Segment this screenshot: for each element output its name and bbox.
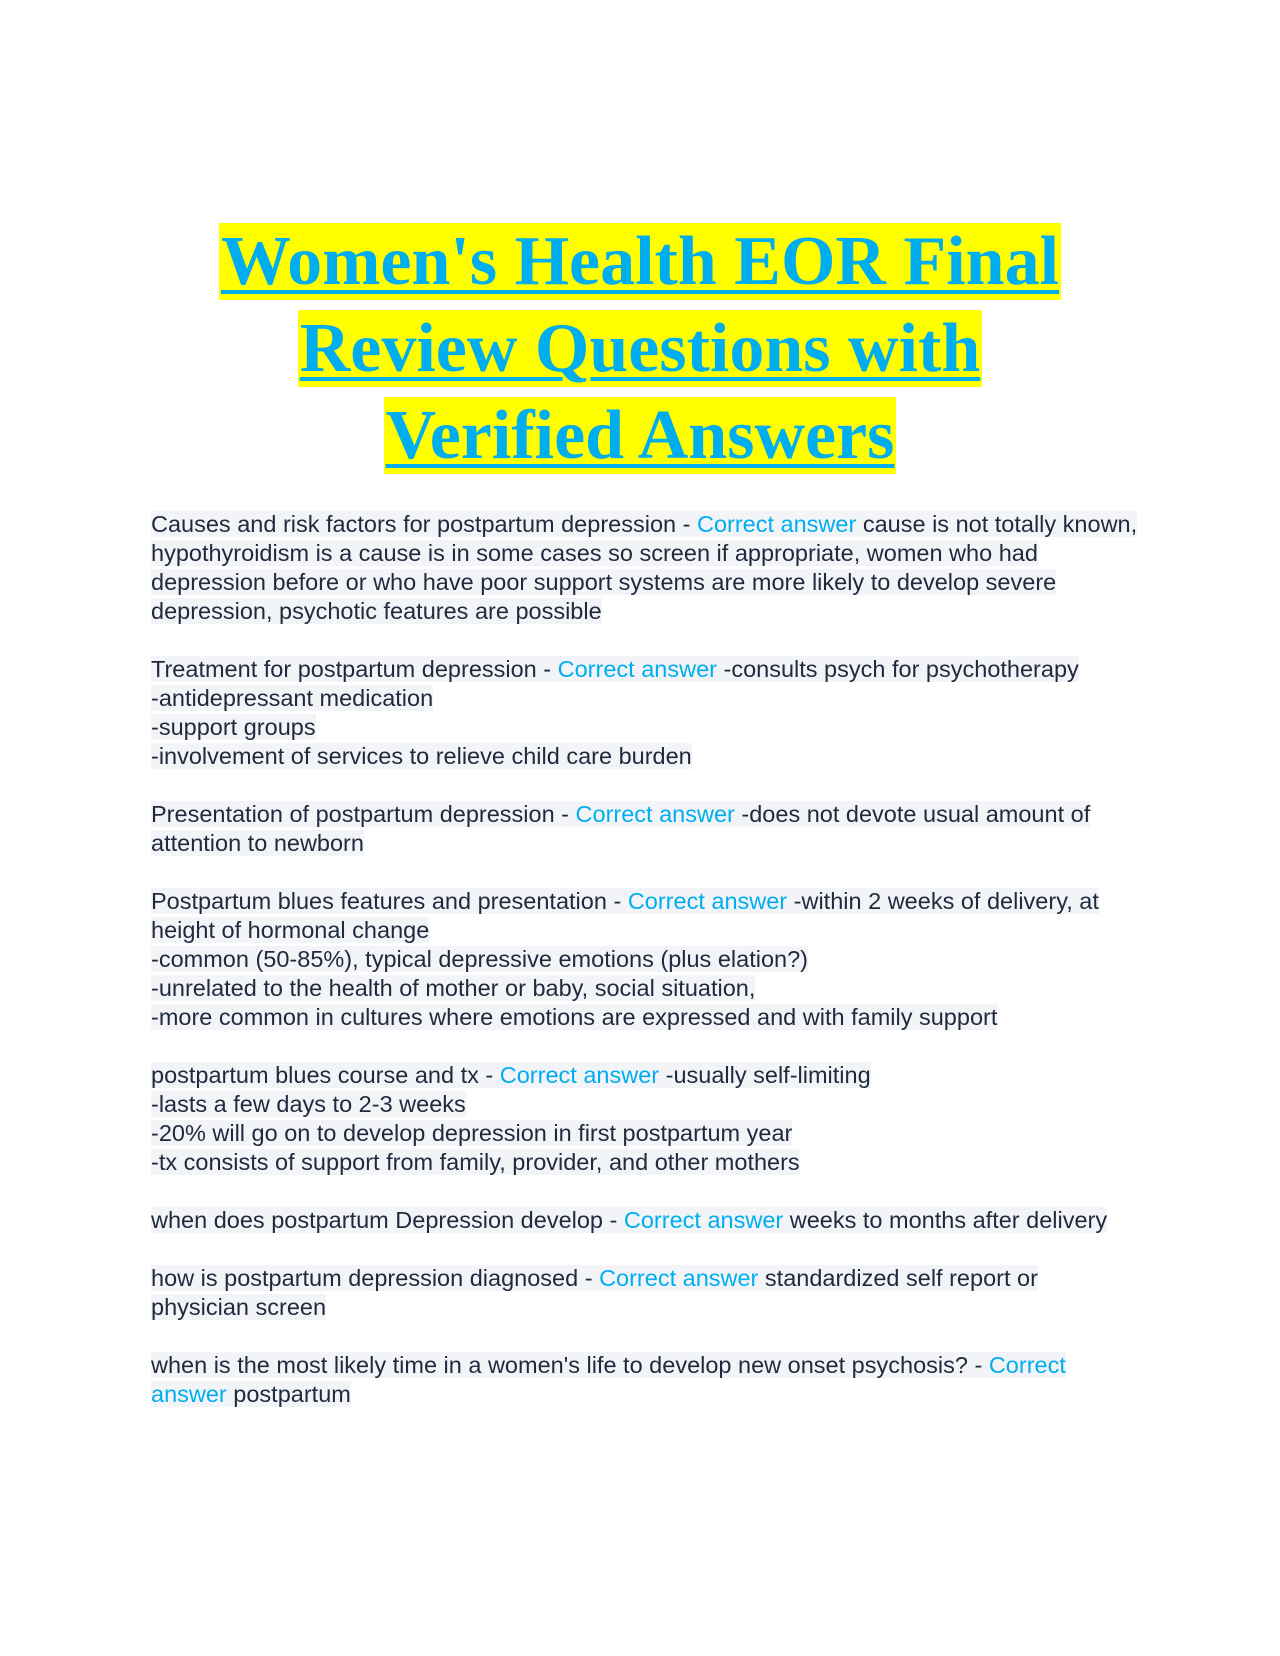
answer-line xyxy=(151,742,1141,771)
answer-line-text: -more common in cultures where emotions are expressed and with family support xyxy=(151,1004,998,1030)
qa-first-line xyxy=(151,887,1141,945)
qa-item xyxy=(151,1061,1141,1177)
correct-answer-label: Correct answer xyxy=(575,801,735,827)
qa-first-line xyxy=(151,510,1141,626)
qa-item xyxy=(151,1264,1141,1322)
correct-answer-label: Correct answer xyxy=(557,656,717,682)
answer-line-text: -tx consists of support from family, provider, and other mothers xyxy=(151,1149,800,1175)
title-line-1: Women's Health EOR Final xyxy=(220,223,1060,300)
title-line-2: Review Questions with xyxy=(299,310,981,387)
question-text: postpartum blues course and tx - xyxy=(151,1062,500,1088)
answer-text: -usually self-limiting xyxy=(659,1062,871,1088)
question-text: Treatment for postpartum depression - xyxy=(151,656,558,682)
qa-highlighted-text xyxy=(151,1062,871,1088)
answer-line-text: -antidepressant medication xyxy=(151,685,434,711)
question-text: Postpartum blues features and presentation - xyxy=(151,888,628,914)
answer-line xyxy=(151,1090,1141,1119)
qa-item xyxy=(151,1206,1141,1235)
answer-line xyxy=(151,1148,1141,1177)
question-text: when is the most likely time in a women's life to develop new onset psychosis? - xyxy=(151,1352,989,1378)
qa-first-line xyxy=(151,1061,1141,1090)
answer-line xyxy=(151,1119,1141,1148)
answer-line xyxy=(151,974,1141,1003)
answer-text: cause is not totally known, hypothyroidism is a cause is in some cases so screen if appropriate, women who had depression before or who have poor support systems are more likely to develop severe depression, psychotic features are possible xyxy=(151,511,1138,624)
qa-highlighted-text xyxy=(151,1352,1066,1407)
answer-text: standardized self report or physician screen xyxy=(151,1265,1038,1320)
qa-first-line xyxy=(151,800,1141,858)
qa-first-line xyxy=(151,655,1141,684)
correct-answer-label: Correct answer xyxy=(627,888,788,914)
qa-highlighted-text xyxy=(151,1207,1107,1233)
answer-line-text: -involvement of services to relieve child care burden xyxy=(151,743,692,769)
answer-line-text: -lasts a few days to 2-3 weeks xyxy=(151,1091,466,1117)
document-title xyxy=(150,218,1130,479)
answer-line-text: -support groups xyxy=(151,714,316,740)
answer-text: -does not devote usual amount of attention to newborn xyxy=(151,801,1091,856)
answer-line xyxy=(151,945,1141,974)
qa-item xyxy=(151,655,1141,771)
qa-first-line xyxy=(151,1351,1141,1409)
correct-answer-label: Correct answer xyxy=(696,511,857,537)
answer-text: weeks to months after delivery xyxy=(783,1207,1108,1233)
answer-line-text: -unrelated to the health of mother or baby, social situation, xyxy=(151,975,756,1001)
qa-highlighted-text xyxy=(151,656,1079,682)
answer-text: postpartum xyxy=(226,1381,351,1407)
correct-answer-label: Correct answer xyxy=(623,1207,784,1233)
answer-line-text: -common (50-85%), typical depressive emotions (plus elation?) xyxy=(151,946,808,972)
correct-answer-label: Correct answer xyxy=(151,1352,1066,1407)
correct-answer-label: Correct answer xyxy=(599,1265,759,1291)
correct-answer-label: Correct answer xyxy=(499,1062,660,1088)
question-text: how is postpartum depression diagnosed - xyxy=(151,1265,600,1291)
qa-list xyxy=(151,510,1141,1438)
question-text: when does postpartum Depression develop - xyxy=(151,1207,624,1233)
answer-line xyxy=(151,713,1141,742)
question-text: Causes and risk factors for postpartum depression - xyxy=(151,511,697,537)
answer-line xyxy=(151,1003,1141,1032)
answer-text: -consults psych for psychotherapy xyxy=(716,656,1079,682)
question-text: Presentation of postpartum depression - xyxy=(151,801,576,827)
qa-highlighted-text xyxy=(151,801,1090,856)
qa-first-line xyxy=(151,1206,1141,1235)
title-line-3: Verified Answers xyxy=(385,397,895,474)
qa-highlighted-text xyxy=(151,888,1099,943)
qa-item xyxy=(151,1351,1141,1409)
qa-item xyxy=(151,510,1141,626)
qa-item xyxy=(151,800,1141,858)
qa-first-line xyxy=(151,1264,1141,1322)
answer-text: -within 2 weeks of delivery, at height of hormonal change xyxy=(151,888,1099,943)
qa-item xyxy=(151,887,1141,1032)
qa-highlighted-text xyxy=(151,511,1137,624)
qa-highlighted-text xyxy=(151,1265,1038,1320)
answer-line-text: -20% will go on to develop depression in first postpartum year xyxy=(151,1120,793,1146)
answer-line xyxy=(151,684,1141,713)
